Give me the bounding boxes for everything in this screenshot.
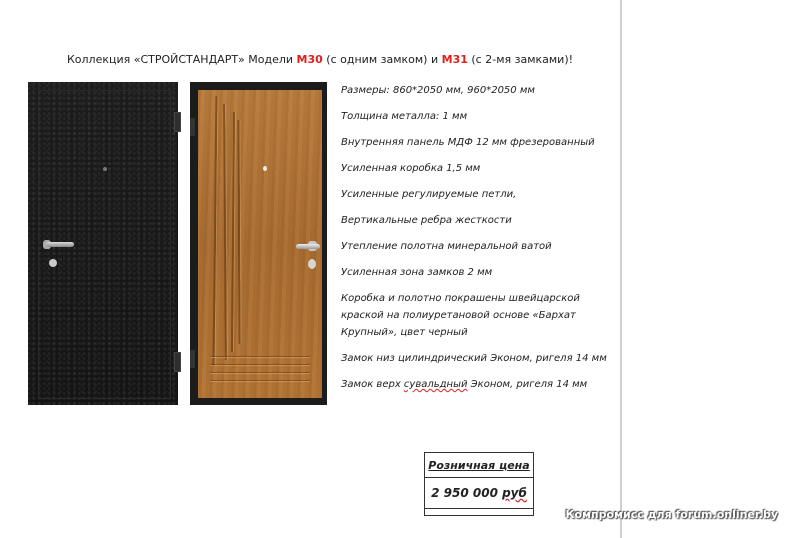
- page-title: [0, 53, 640, 66]
- spec-item: Утепление полотна минеральной ватой: [341, 241, 552, 252]
- black-door-hinge-bottom: [174, 352, 181, 372]
- spec-item: Коробка и полотно покрашены швейцарской краской на полиуретановой основе «Бархат Крупный», цвет черный: [341, 293, 580, 338]
- wood-door-handle: [296, 244, 320, 249]
- title-middle: (с одним замком) и: [322, 53, 442, 66]
- wood-hgroove: [210, 372, 310, 373]
- title-prefix: Коллекция «СТРОЙСТАНДАРТ» Модели: [66, 53, 297, 66]
- black-door-hinge-top: [174, 112, 181, 132]
- wood-door-peephole: [263, 166, 267, 171]
- model-m30: М30: [296, 53, 323, 66]
- watermark: Компромисс для forum.onliner.by: [565, 508, 778, 521]
- spec-last-after: Эконом, ригеля 14 мм: [467, 379, 588, 390]
- price-number: 2 950 000: [431, 486, 503, 500]
- spec-item: Усиленные регулируемые петли,: [341, 189, 517, 200]
- wood-hgroove: [210, 380, 310, 381]
- wood-hgroove: [210, 356, 310, 357]
- wood-door-lock: [308, 259, 316, 269]
- spec-last-underlined: сувальдный: [403, 379, 468, 390]
- spec-item: Вертикальные ребра жесткости: [341, 215, 512, 226]
- price-currency: руб: [502, 486, 527, 500]
- wood-hgroove: [210, 364, 310, 365]
- spec-item: Усиленная зона замков 2 мм: [341, 267, 493, 278]
- spec-item-last: [341, 376, 611, 393]
- price-header: Розничная цена: [425, 453, 534, 478]
- price-empty-row: [425, 509, 534, 516]
- spec-item: Усиленная коробка 1,5 мм: [341, 163, 481, 174]
- title-suffix: (с 2-мя замками)!: [467, 53, 574, 66]
- spec-last-before: Замок верх: [341, 379, 404, 390]
- spec-item: Толщина металла: 1 мм: [341, 111, 468, 122]
- black-door-lock: [49, 259, 57, 267]
- black-door-peephole: [103, 167, 107, 171]
- editor-gutter: [622, 0, 800, 538]
- spec-item: Внутренняя панель МДФ 12 мм фрезерованный: [341, 137, 595, 148]
- black-door-handle: [46, 242, 74, 247]
- spec-item: Замок низ цилиндрический Эконом, ригеля 14 мм: [341, 353, 607, 364]
- model-m31: М31: [441, 53, 468, 66]
- spec-list: [341, 82, 611, 402]
- spec-item: Размеры: 860*2050 мм, 960*2050 мм: [341, 85, 535, 96]
- wood-door-hinge-bottom: [190, 350, 195, 368]
- wood-door-hinge-top: [190, 118, 195, 136]
- price-table: [424, 452, 534, 516]
- price-value: [425, 478, 534, 509]
